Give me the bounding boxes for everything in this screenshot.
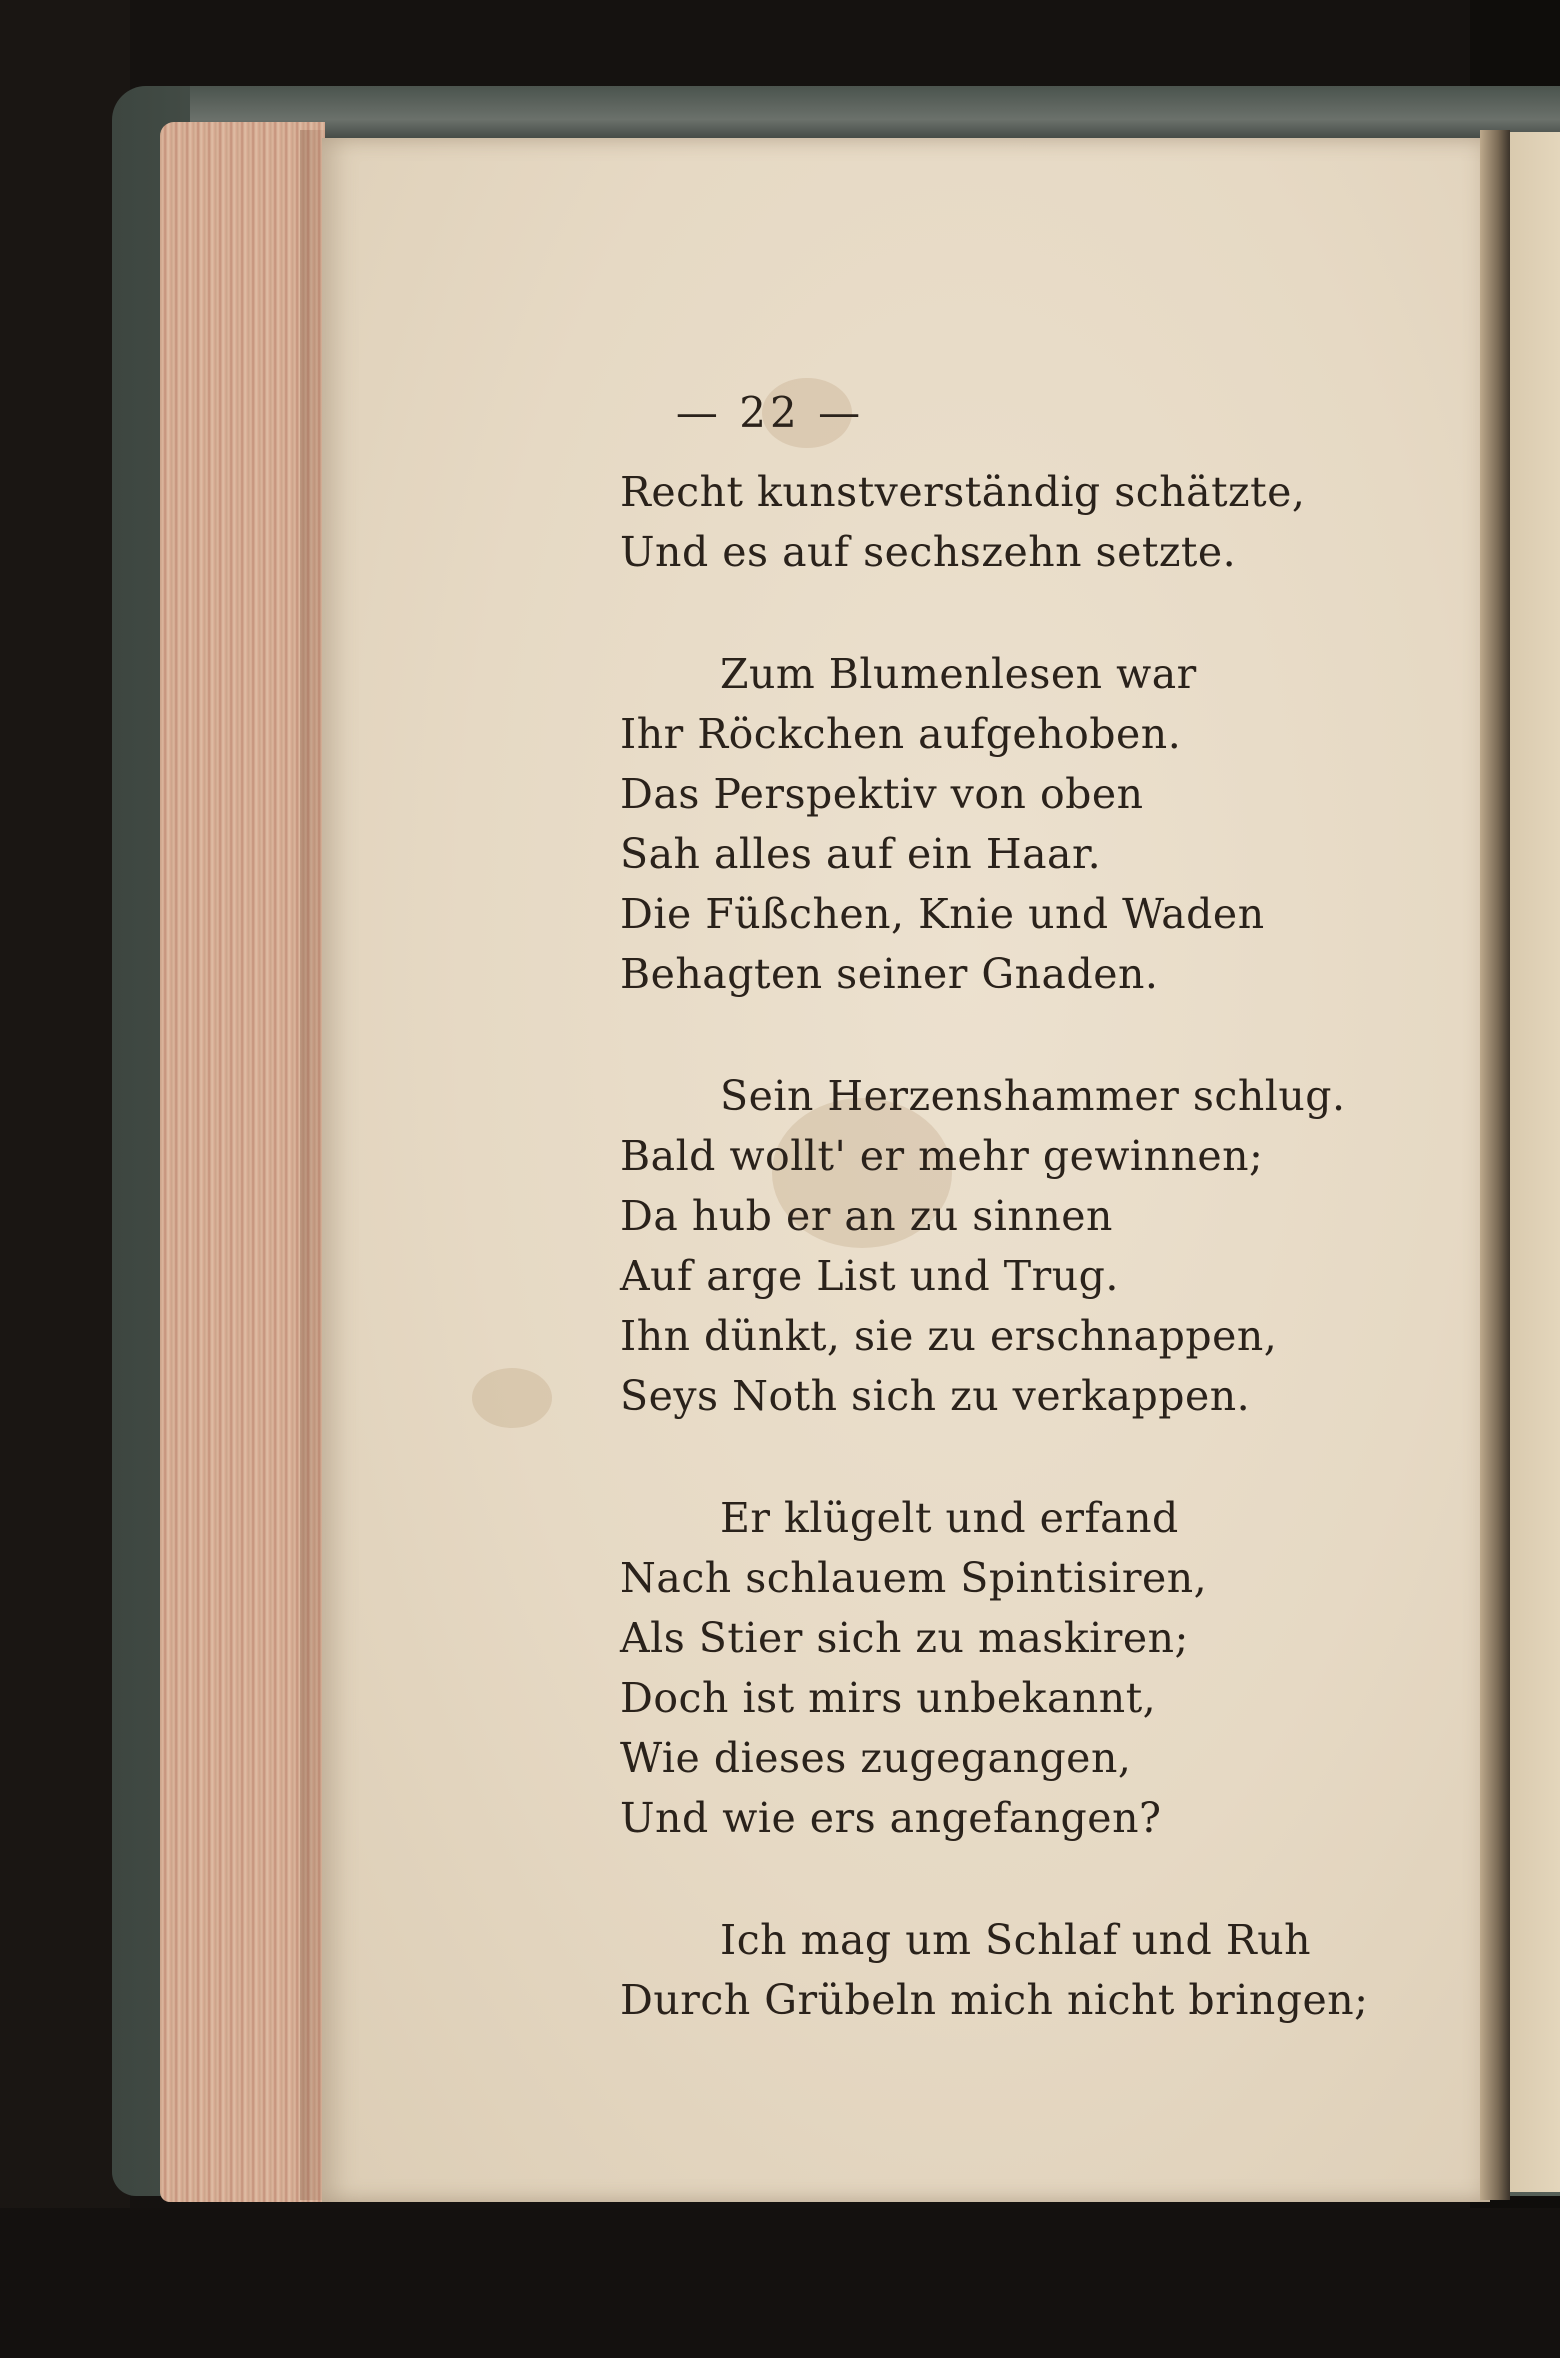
poem-line: Er klügelt und erfand <box>720 1494 1179 1542</box>
poem-line: Doch ist mirs unbekannt, <box>620 1674 1157 1722</box>
poem-line: Und es auf sechszehn setzte. <box>620 528 1237 576</box>
facing-page-edge <box>1505 132 1560 2192</box>
page-stain <box>472 1368 552 1428</box>
stanza <box>620 1488 1400 1848</box>
poem-line: Recht kunstverständig schätzte, <box>620 468 1306 516</box>
stanza <box>620 644 1400 1004</box>
page-number: — 22 — <box>675 388 865 437</box>
page-gutter <box>1480 130 1510 2200</box>
poem-line: Durch Grübeln mich nicht bringen; <box>620 1976 1369 2024</box>
poem-line: Als Stier sich zu maskiren; <box>620 1614 1189 1662</box>
poem-line: Ihr Röckchen aufgehoben. <box>620 710 1182 758</box>
book-cover-top-edge <box>190 86 1560 142</box>
poem-line: Und wie ers angefangen? <box>620 1794 1162 1842</box>
poem-line: Ihn dünkt, sie zu erschnappen, <box>620 1312 1278 1360</box>
stanza <box>620 462 1400 582</box>
poem-line: Ich mag um Schlaf und Ruh <box>720 1916 1312 1964</box>
poem-text <box>620 462 1400 2092</box>
poem-line: Nach schlauem Spintisiren, <box>620 1554 1208 1602</box>
poem-line: Wie dieses zugegangen, <box>620 1734 1132 1782</box>
poem-line: Sah alles auf ein Haar. <box>620 830 1102 878</box>
poem-line: Die Füßchen, Knie und Waden <box>620 890 1265 938</box>
poem-line: Seys Noth sich zu verkappen. <box>620 1372 1251 1420</box>
poem-line: Zum Blumenlesen war <box>720 650 1197 698</box>
poem-line: Behagten seiner Gnaden. <box>620 950 1159 998</box>
background-bottom <box>0 2208 1560 2358</box>
stanza <box>620 1910 1400 2030</box>
background-left <box>0 0 130 2358</box>
poem-line: Das Perspektiv von oben <box>620 770 1144 818</box>
poem-line: Sein Herzenshammer schlug. <box>720 1072 1346 1120</box>
poem-line: Da hub er an zu sinnen <box>620 1192 1113 1240</box>
poem-line: Auf arge List und Trug. <box>620 1252 1119 1300</box>
stanza <box>620 1066 1400 1426</box>
poem-line: Bald wollt' er mehr gewinnen; <box>620 1132 1264 1180</box>
